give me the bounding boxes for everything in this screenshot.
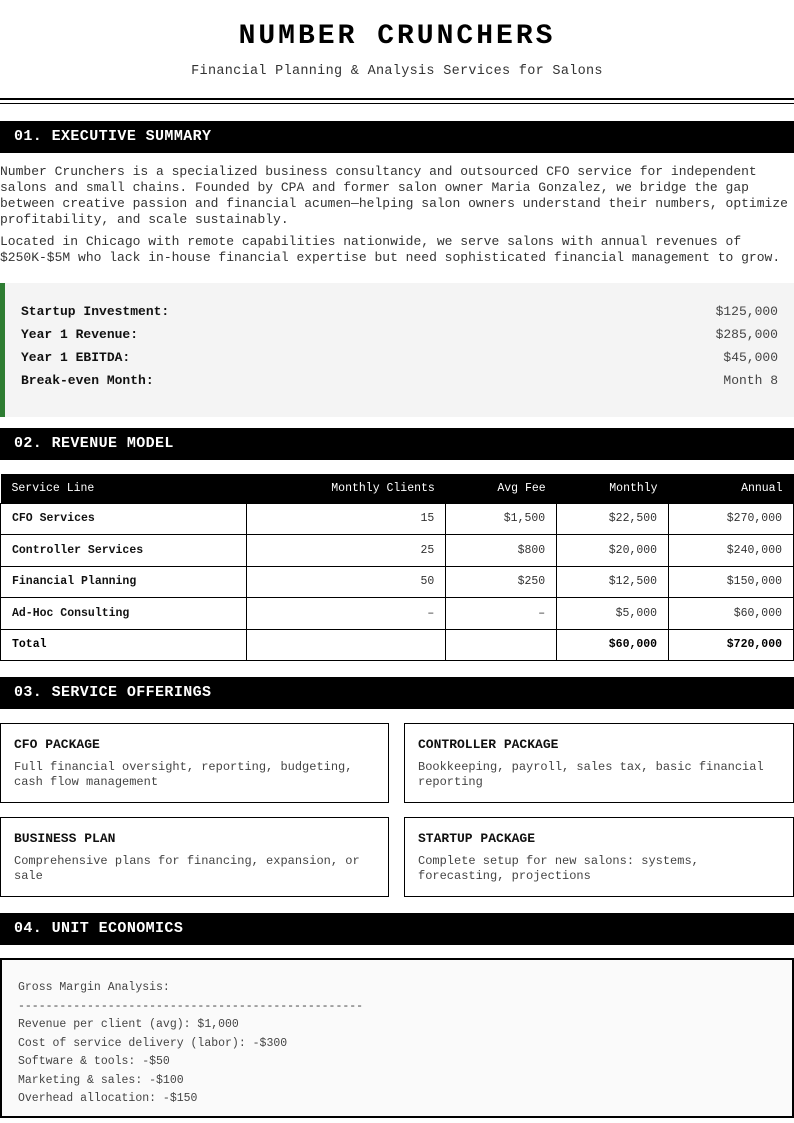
table-row [1, 503, 794, 535]
service-line-cell: Ad-Hoc Consulting [1, 598, 247, 630]
section-heading-executive-summary: 01. EXECUTIVE SUMMARY [0, 121, 794, 153]
key-metrics-box [0, 283, 794, 417]
column-header: Service Line [1, 474, 247, 503]
section-heading-revenue-model: 02. REVENUE MODEL [0, 428, 794, 460]
table-row [1, 566, 794, 598]
metric-row [21, 327, 778, 350]
table-row [1, 598, 794, 630]
metric-label: Startup Investment: [21, 304, 170, 319]
section-heading-unit-economics: 04. UNIT ECONOMICS [0, 913, 794, 945]
card-description: Comprehensive plans for financing, expansion, or sale [14, 854, 360, 883]
company-tagline: Financial Planning & Analysis Services for Salons [191, 64, 603, 79]
total-fee-cell [446, 629, 557, 661]
summary-paragraph: Number Crunchers is a specialized business consultancy and outsourced CFO service for independent salons and small chains. Founded by CPA and former salon owner Maria Gonzalez, we bridge the gap between creative passion and financial acumen—helping salon owners understand their numbers, optimize profitability, and scale sustainably. [0, 164, 788, 227]
service-card-cfo [0, 723, 389, 803]
unit-economics-box [0, 958, 794, 1118]
service-cards [0, 723, 794, 897]
economics-line: Software & tools: -$50 [18, 1055, 170, 1068]
column-header: Monthly Clients [246, 474, 446, 503]
economics-line: Gross Margin Analysis: [18, 981, 170, 994]
avg-fee-cell: $250 [446, 566, 557, 598]
annual-cell: $270,000 [669, 503, 794, 535]
card-title: CONTROLLER PACKAGE [418, 737, 559, 752]
metric-value: $285,000 [715, 327, 778, 342]
card-description: Complete setup for new salons: systems, forecasting, projections [418, 854, 699, 883]
monthly-clients-cell: 50 [246, 566, 446, 598]
metric-label: Year 1 Revenue: [21, 327, 139, 342]
company-title: NUMBER CRUNCHERS [238, 21, 556, 52]
annual-cell: $240,000 [669, 535, 794, 567]
metric-value: Month 8 [723, 373, 778, 388]
card-title: STARTUP PACKAGE [418, 831, 536, 846]
economics-line: Overhead allocation: -$150 [18, 1092, 198, 1105]
metric-row [21, 304, 778, 327]
avg-fee-cell: $1,500 [446, 503, 557, 535]
service-line-cell: Financial Planning [1, 566, 247, 598]
card-title: CFO PACKAGE [14, 737, 100, 752]
monthly-cell: $5,000 [557, 598, 669, 630]
annual-cell: $150,000 [669, 566, 794, 598]
total-clients-cell [246, 629, 446, 661]
column-header: Monthly [557, 474, 669, 503]
service-card-controller [404, 723, 794, 803]
table-total-row [1, 629, 794, 661]
metric-label: Year 1 EBITDA: [21, 350, 131, 365]
service-line-cell: CFO Services [1, 503, 247, 535]
metric-row [21, 373, 778, 396]
service-card-business-plan [0, 817, 389, 897]
section-heading-service-offerings: 03. SERVICE OFFERINGS [0, 677, 794, 709]
card-title: BUSINESS PLAN [14, 831, 116, 846]
monthly-clients-cell: – [246, 598, 446, 630]
card-description: Full financial oversight, reporting, budgeting, cash flow management [14, 760, 353, 789]
economics-divider: -------------------------------------------------- [18, 999, 364, 1013]
monthly-clients-cell: 25 [246, 535, 446, 567]
revenue-table [0, 474, 794, 661]
economics-line: Marketing & sales: -$100 [18, 1073, 184, 1087]
economics-line: Cost of service delivery (labor): -$300 [18, 1036, 288, 1050]
summary-paragraph: Located in Chicago with remote capabilities nationwide, we serve salons with annual revenues of $250K-$5M who lack in-house financial expertise but need sophisticated financial management to grow. [0, 234, 781, 265]
total-label-cell: Total [1, 629, 247, 661]
monthly-clients-cell: 15 [246, 503, 446, 535]
document-header [0, 0, 794, 98]
monthly-cell: $20,000 [557, 535, 669, 567]
table-row [1, 535, 794, 567]
avg-fee-cell: – [446, 598, 557, 630]
column-header: Annual [669, 474, 794, 503]
column-header: Avg Fee [446, 474, 557, 503]
monthly-cell: $12,500 [557, 566, 669, 598]
annual-cell: $60,000 [669, 598, 794, 630]
service-line-cell: Controller Services [1, 535, 247, 567]
total-annual-cell: $720,000 [669, 629, 794, 661]
avg-fee-cell: $800 [446, 535, 557, 567]
table-header-row [1, 474, 794, 503]
card-description: Bookkeeping, payroll, sales tax, basic financial reporting [418, 760, 764, 789]
monthly-cell: $22,500 [557, 503, 669, 535]
service-card-startup [404, 817, 794, 897]
metric-label: Break-even Month: [21, 373, 154, 388]
metric-value: $45,000 [723, 350, 778, 365]
metric-value: $125,000 [715, 304, 778, 319]
economics-line: Revenue per client (avg): $1,000 [18, 1018, 239, 1031]
total-monthly-cell: $60,000 [557, 629, 669, 661]
metric-row [21, 350, 778, 373]
